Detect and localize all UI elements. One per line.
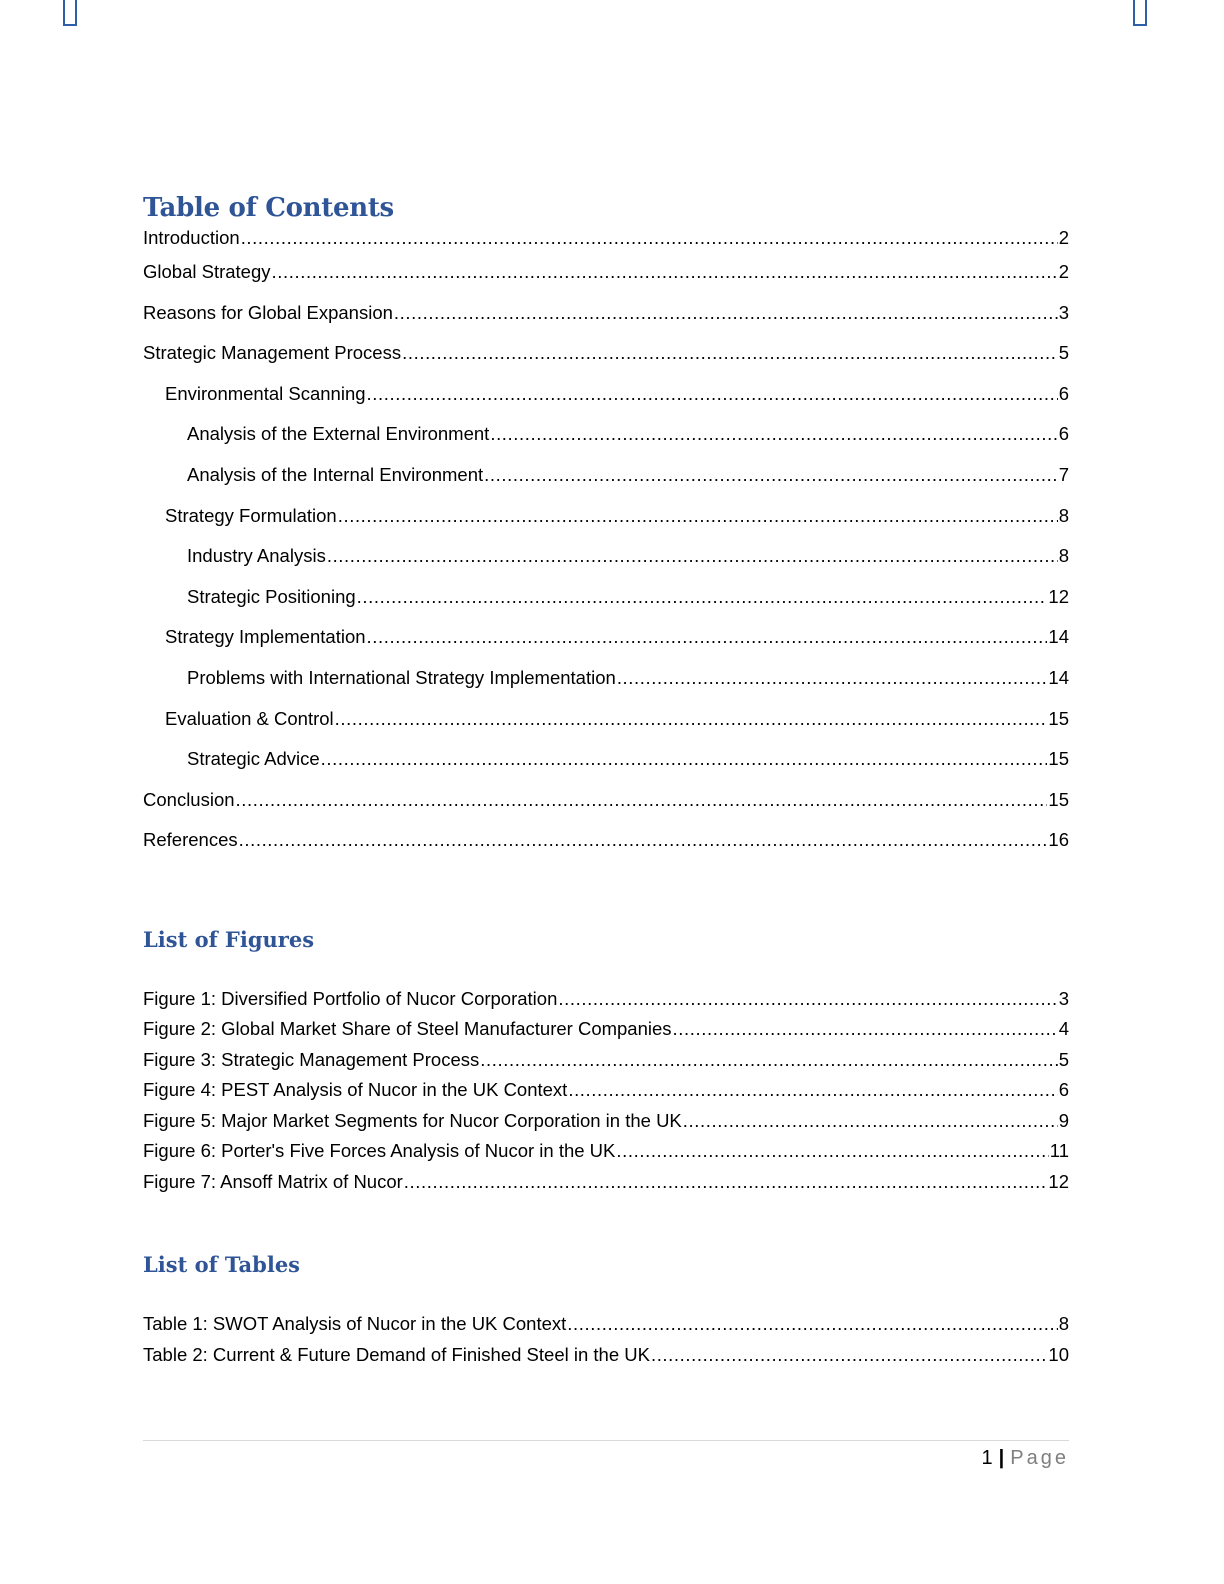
toc-entry[interactable] bbox=[143, 422, 1069, 463]
dot-leader bbox=[683, 1109, 1058, 1133]
table-entry-label: Table 1: SWOT Analysis of Nucor in the UK Context bbox=[143, 1313, 567, 1335]
toc-entry-page-number: 15 bbox=[1048, 707, 1069, 729]
dot-leader bbox=[241, 226, 1058, 250]
toc-entry-page-number: 14 bbox=[1048, 666, 1069, 688]
table-entry[interactable] bbox=[143, 1343, 1069, 1374]
toc-entry-page-number: 2 bbox=[1058, 261, 1069, 282]
dot-leader bbox=[673, 1017, 1058, 1041]
figure-entry-label: Figure 3: Strategic Management Process bbox=[143, 1048, 480, 1070]
figure-entry-label: Figure 1: Diversified Portfolio of Nucor Corporation bbox=[143, 987, 558, 1009]
toc-entry-page-number: 12 bbox=[1048, 585, 1069, 607]
toc-entry[interactable] bbox=[143, 707, 1069, 748]
figure-entry-page-number: 5 bbox=[1058, 1048, 1069, 1070]
toc-entry-label: Analysis of the Internal Environment bbox=[187, 463, 484, 485]
page-word: Page bbox=[1010, 1447, 1069, 1469]
dot-leader bbox=[616, 1139, 1048, 1163]
toc-entry-label: Global Strategy bbox=[143, 261, 271, 282]
figure-entry-label: Figure 7: Ansoff Matrix of Nucor bbox=[143, 1170, 403, 1192]
dot-leader bbox=[394, 301, 1058, 325]
toc-entry[interactable] bbox=[143, 504, 1069, 545]
figure-entry[interactable] bbox=[143, 1017, 1069, 1048]
figure-entry-label: Figure 5: Major Market Segments for Nucor Corporation in the UK bbox=[143, 1109, 682, 1131]
toc-entry-label: Reasons for Global Expansion bbox=[143, 301, 393, 323]
toc-entry-page-number: 2 bbox=[1058, 227, 1069, 248]
figure-entry[interactable] bbox=[143, 987, 1069, 1018]
toc-entry-label: Strategy Implementation bbox=[165, 626, 366, 648]
dot-leader bbox=[617, 666, 1048, 690]
dot-leader bbox=[321, 747, 1048, 771]
toc-title: Table of Contents bbox=[143, 193, 394, 223]
toc-entry-label: Introduction bbox=[143, 227, 240, 248]
toc-entry-page-number: 3 bbox=[1058, 301, 1069, 323]
figure-entry[interactable] bbox=[143, 1170, 1069, 1201]
dot-leader bbox=[558, 987, 1057, 1011]
toc-entry[interactable] bbox=[143, 226, 1069, 260]
figures-list bbox=[143, 987, 1069, 1201]
toc-entry[interactable] bbox=[143, 341, 1069, 382]
dot-leader bbox=[568, 1078, 1057, 1102]
document-body bbox=[143, 190, 1069, 1373]
dot-leader bbox=[651, 1343, 1047, 1367]
toc-entry-label: Strategic Positioning bbox=[187, 585, 356, 607]
toc-entry-label: Environmental Scanning bbox=[165, 382, 366, 404]
dot-leader bbox=[402, 341, 1058, 365]
footer-divider bbox=[143, 1440, 1069, 1441]
table-entry-page-number: 8 bbox=[1058, 1313, 1069, 1335]
toc-entry-label: Strategy Formulation bbox=[165, 504, 337, 526]
toc-entry-page-number: 8 bbox=[1058, 504, 1069, 526]
figure-entry[interactable] bbox=[143, 1078, 1069, 1109]
footer-separator: | bbox=[998, 1447, 1005, 1469]
tables-list bbox=[143, 1312, 1069, 1373]
dot-leader bbox=[404, 1170, 1048, 1194]
toc-entry-label: Evaluation & Control bbox=[165, 707, 334, 729]
toc-entry-label: Strategic Management Process bbox=[143, 342, 402, 364]
toc-entry[interactable] bbox=[143, 828, 1069, 869]
dot-leader bbox=[272, 260, 1058, 284]
figure-entry-label: Figure 2: Global Market Share of Steel Manufacturer Companies bbox=[143, 1018, 672, 1040]
figure-entry-page-number: 3 bbox=[1058, 987, 1069, 1009]
toc-entry-label: Conclusion bbox=[143, 788, 235, 810]
toc-entry[interactable] bbox=[143, 544, 1069, 585]
dot-leader bbox=[480, 1048, 1057, 1072]
toc-entry[interactable] bbox=[143, 382, 1069, 423]
table-entry-label: Table 2: Current & Future Demand of Finished Steel in the UK bbox=[143, 1343, 650, 1365]
figures-title: List of Figures bbox=[143, 926, 315, 952]
dot-leader bbox=[567, 1312, 1057, 1336]
figure-entry[interactable] bbox=[143, 1109, 1069, 1140]
list-of-figures bbox=[143, 925, 1069, 1201]
figure-entry-page-number: 11 bbox=[1049, 1140, 1069, 1162]
table-entry-page-number: 10 bbox=[1048, 1343, 1069, 1365]
page-footer bbox=[982, 1444, 1069, 1472]
toc-entry[interactable] bbox=[143, 301, 1069, 342]
toc-entry-page-number: 5 bbox=[1058, 342, 1069, 364]
toc-entry-label: Problems with International Strategy Implementation bbox=[187, 666, 616, 688]
figure-entry[interactable] bbox=[143, 1139, 1069, 1170]
toc-entry[interactable] bbox=[143, 747, 1069, 788]
left-bracket-glyph-icon bbox=[63, 0, 77, 26]
dot-leader bbox=[484, 463, 1058, 487]
figure-entry-page-number: 12 bbox=[1048, 1170, 1069, 1192]
right-bracket-glyph-icon bbox=[1133, 0, 1147, 26]
figure-entry-page-number: 9 bbox=[1058, 1109, 1069, 1131]
dot-leader bbox=[490, 422, 1057, 446]
dot-leader bbox=[357, 585, 1048, 609]
toc-entry-page-number: 6 bbox=[1058, 382, 1069, 404]
toc-entry[interactable] bbox=[143, 463, 1069, 504]
toc-list bbox=[143, 226, 1069, 869]
list-of-tables bbox=[143, 1250, 1069, 1373]
toc-entry[interactable] bbox=[143, 625, 1069, 666]
toc-entry-page-number: 14 bbox=[1048, 626, 1069, 648]
toc-entry-page-number: 15 bbox=[1048, 748, 1069, 770]
toc-entry[interactable] bbox=[143, 666, 1069, 707]
figure-entry-label: Figure 6: Porter's Five Forces Analysis of Nucor in the UK bbox=[143, 1140, 616, 1162]
dot-leader bbox=[338, 504, 1058, 528]
toc-entry[interactable] bbox=[143, 260, 1069, 301]
figure-entry[interactable] bbox=[143, 1048, 1069, 1079]
toc-entry[interactable] bbox=[143, 788, 1069, 829]
page-number: 1 bbox=[981, 1447, 993, 1469]
dot-leader bbox=[335, 707, 1048, 731]
dot-leader bbox=[367, 382, 1058, 406]
table-entry[interactable] bbox=[143, 1312, 1069, 1343]
toc-entry-label: Analysis of the External Environment bbox=[187, 423, 490, 445]
dot-leader bbox=[236, 788, 1048, 812]
figure-entry-page-number: 6 bbox=[1058, 1079, 1069, 1101]
toc-entry-label: Strategic Advice bbox=[187, 748, 320, 770]
dot-leader bbox=[239, 828, 1048, 852]
toc-entry-page-number: 6 bbox=[1058, 423, 1069, 445]
toc-entry-page-number: 15 bbox=[1048, 788, 1069, 810]
toc-entry-page-number: 16 bbox=[1048, 829, 1069, 851]
figure-entry-page-number: 4 bbox=[1058, 1018, 1069, 1040]
toc-entry-label: Industry Analysis bbox=[187, 545, 326, 567]
toc-entry-page-number: 8 bbox=[1058, 545, 1069, 567]
dot-leader bbox=[367, 625, 1048, 649]
dot-leader bbox=[327, 544, 1058, 568]
toc-entry-label: References bbox=[143, 829, 238, 851]
figure-entry-label: Figure 4: PEST Analysis of Nucor in the UK Context bbox=[143, 1079, 568, 1101]
tables-title: List of Tables bbox=[143, 1252, 300, 1278]
toc-entry[interactable] bbox=[143, 585, 1069, 626]
toc-entry-page-number: 7 bbox=[1058, 463, 1069, 485]
